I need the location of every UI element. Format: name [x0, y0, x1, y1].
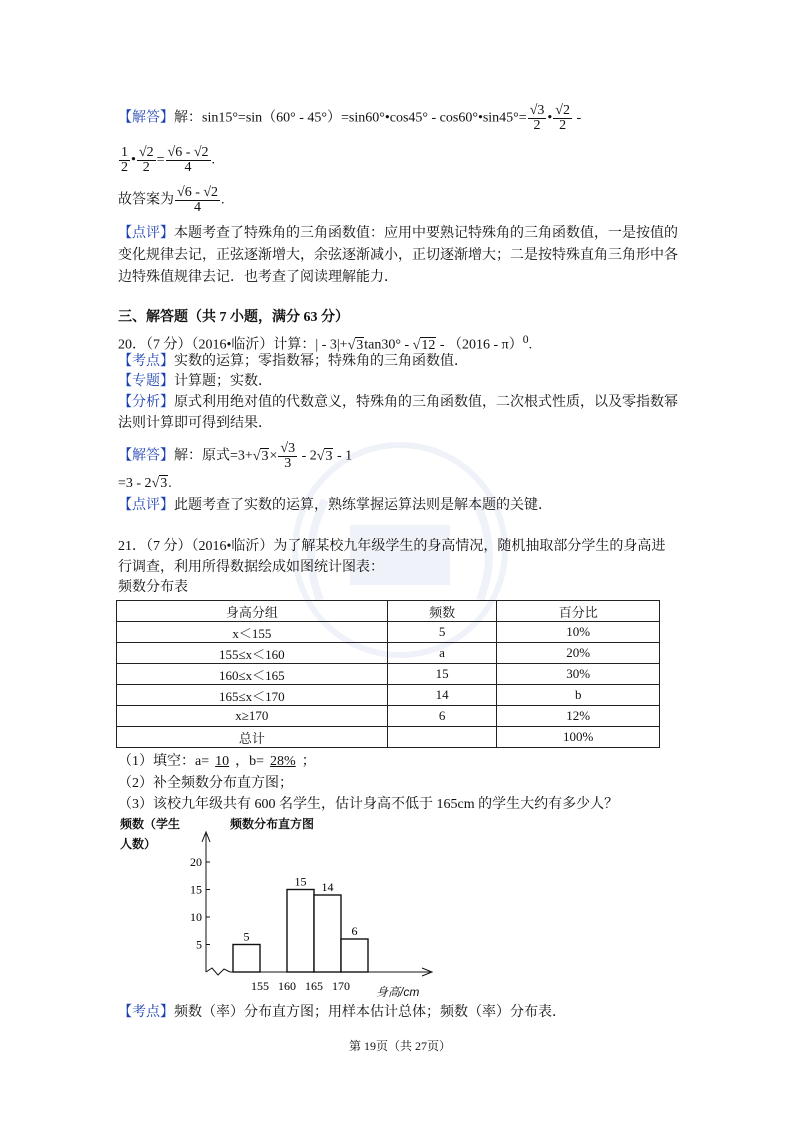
blank-a: 10 — [215, 754, 230, 769]
page-footer: 第 19页（共 27页） — [348, 1039, 451, 1053]
q21-stem-l1: 21．（7 分）（2016•临沂）为了解某校九年级学生的身高情况，随机抽取部分学生的身高进 — [118, 539, 666, 554]
axis-break — [206, 968, 230, 975]
q20-answer: 【解答】解：原式=3+√3× $\frac{√3}{3}$ - 2√3 - 1 — [118, 441, 353, 471]
histogram-chart — [118, 812, 448, 1002]
table-header-row — [117, 601, 660, 622]
q20-zhuanti: 【专题】计算题；实数． — [118, 374, 272, 389]
fraction-sqrt2-over-2: $\frac{√2}{2}$ — [138, 145, 154, 175]
q19-comment-l1: 【点评】本题考查了特殊角的三角函数值：应用中要熟记特殊角的三角函数值，一是按值的 — [118, 226, 678, 241]
bar-value-label: 5 — [243, 929, 250, 944]
table-header: 身高分组 — [117, 601, 388, 622]
fraction-sqrt3-over-3: $\frac{√3}{3}$ — [280, 441, 296, 471]
q21-sub3: （3）该校九年级共有 600 名学生，估计身高不低于 165cm 的学生大约有多少人？ — [118, 797, 619, 812]
answer-tag: 【解答】 — [118, 110, 174, 126]
q19-answer-line2: $\frac{1}{2}$ • $\frac{√2}{2}$ = $\frac{√6 - √2}{4}$ . — [121, 145, 216, 175]
histogram-bar — [287, 890, 314, 973]
bar-value-label: 14 — [321, 880, 334, 894]
q19-answer-text: 解：sin15°=sin（60° - 45°）=sin60°•cos45° - cos60°•sin45°= — [174, 110, 527, 126]
table-row: 155≤x＜160 a 20% — [117, 643, 660, 664]
comment-tag: 【点评】 — [118, 226, 174, 241]
q20-stem: 20．（7 分）（2016•临沂）计算：| - 3|+√3tan30° - √12 - （2016 - π）$^0$. — [118, 330, 532, 356]
q19-comment-l3: 边特殊值规律去记．也考查了阅读理解能力． — [118, 270, 398, 285]
table-header: 百分比 — [497, 601, 660, 622]
histogram-bar — [314, 895, 341, 972]
histogram-bar — [341, 939, 368, 972]
q21-stem-l2: 行调查，利用所得数据绘成如图统计图表： — [118, 560, 384, 575]
sqrt-3: √3 — [151, 476, 168, 491]
q20-kaodian: 【考点】实数的运算；零指数幂；特殊角的三角函数值． — [118, 354, 468, 369]
section-title: 三、解答题（共 7 小题，满分 63 分） — [118, 310, 349, 325]
chart-title: 频数分布直方图 — [230, 817, 315, 831]
q19-answer-line: 【解答】解：sin15°=sin（60° - 45°）=sin60°•cos45° - cos60°•sin45°= $\frac{√3}{2}$ • $\frac{√2}{2}$ - — [118, 103, 582, 133]
sqrt-3: √3 — [316, 448, 333, 464]
bar-value-label: 6 — [351, 924, 358, 938]
x-tick-label: 160 — [278, 979, 296, 993]
y-tick-label: 20 — [190, 855, 202, 869]
y-axis-label-l2: 人数） — [120, 837, 157, 851]
table-row: x＜155 5 10% — [117, 622, 660, 643]
blank-b: 28% — [270, 754, 296, 769]
fraction-sqrt3-over-2: $\frac{√3}{2}$ — [529, 103, 545, 133]
q21-kaodian: 【考点】频数（率）分布直方图；用样本估计总体；频数（率）分布表． — [118, 1005, 566, 1020]
q19-conclusion: 故答案为 $\frac{√6 - √2}{4}$ . — [118, 185, 225, 215]
histogram-bar — [233, 945, 260, 973]
table-row: 160≤x＜165 15 30% — [117, 664, 660, 685]
y-tick-label: 5 — [196, 937, 202, 952]
q20-answer2: =3 - 2√3. — [118, 474, 172, 494]
q21-sub1: （1）填空：a= 10 ，b= 28% ； — [118, 752, 316, 772]
x-tick-label: 155 — [251, 979, 269, 993]
q20-comment: 【点评】此题考查了实数的运算，熟练掌握运算法则是解本题的关键． — [118, 498, 552, 513]
table-row: 总计 100% — [117, 727, 660, 748]
q21-sub2: （2）补全频数分布直方图； — [118, 776, 293, 791]
y-tick-label: 10 — [190, 910, 202, 924]
fraction-result: $\frac{√6 - √2}{4}$ — [167, 145, 209, 175]
x-tick-label: 170 — [332, 979, 350, 993]
bar-value-label: 15 — [294, 874, 307, 889]
table-row: x≥170 6 12% — [117, 706, 660, 727]
y-axis-label-l1: 频数（学生 — [120, 817, 181, 831]
fraction-1-over-2: $\frac{1}{2}$ — [121, 145, 128, 175]
q20-fenxi-l1: 【分析】原式利用绝对值的代数意义，特殊角的三角函数值，二次根式性质，以及零指数幂 — [118, 395, 678, 410]
x-axis-label: 身高/cm — [376, 985, 420, 999]
sqrt-12: √12 — [412, 337, 436, 353]
sqrt-3: √3 — [252, 448, 269, 464]
frequency-table — [116, 600, 660, 748]
x-tick-label: 165 — [305, 979, 323, 993]
table-header: 频数 — [387, 601, 497, 622]
table-row: 165≤x＜170 14 b — [117, 685, 660, 706]
sqrt-3: √3 — [347, 337, 364, 353]
q19-comment-l2: 变化规律去记，正弦逐渐增大，余弦逐渐减小，正切逐渐增大；二是按特殊直角三角形中各 — [118, 248, 678, 263]
table-caption: 频数分布表 — [118, 580, 188, 595]
q20-fenxi-l2: 法则计算即可得到结果． — [118, 416, 272, 431]
fraction-sqrt2-over-2: $\frac{√2}{2}$ — [555, 103, 570, 133]
y-tick-label: 15 — [190, 882, 202, 897]
fraction-result: $\frac{√6 - √2}{4}$ — [177, 185, 219, 215]
